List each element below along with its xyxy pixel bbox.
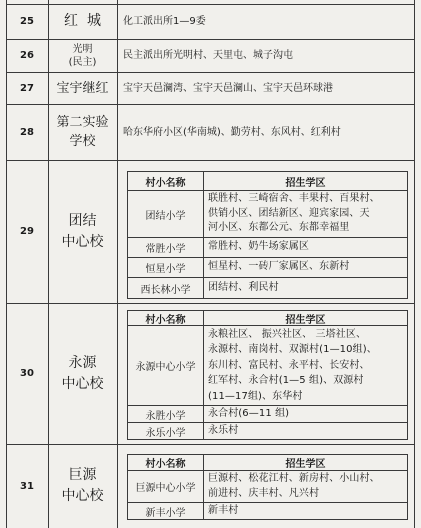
village-area: 常胜村、奶牛场家属区 [208,241,309,253]
district-area: 哈东华府小区(华南城)、勤劳村、东风村、红利村 [123,126,341,138]
school-name-line2: (民主) [68,56,97,68]
school-name [48,39,117,72]
village-area: 永合村(6—11 组) [208,407,290,419]
village-school: 永胜小学 [145,410,186,422]
row-number: 31 [20,480,34,492]
area-line: 河小区、东都公元、东都幸福里 [208,222,350,234]
table-border-right [414,0,415,528]
area-line: 永粮社区、 振兴社区、 三塔社区、 [208,328,367,340]
school-name: 红 城 [64,13,101,29]
school-name-line1: 永源 [68,354,97,371]
area-line: 供销小区、团结新区、迎宾家园、天 [208,207,370,219]
area-line: (11—17组)、东华村 [208,390,303,402]
row-number: 30 [20,368,34,379]
village-area: 永乐村 [208,424,239,436]
village-area [204,471,407,502]
school-name [48,444,117,528]
school-name-line1: 光明 [72,43,93,55]
area-line: 前进村、庆丰村、凡兴村 [208,487,320,499]
village-area: 新丰村 [208,504,239,516]
school-name-line2: 学校 [69,134,96,149]
village-area: 团结村、利民村 [208,281,279,293]
school-name-line2: 中心校 [61,233,104,250]
district-area: 民主派出所光明村、天里屯、城子沟屯 [123,50,293,61]
inner-header-area: 招生学区 [285,314,326,326]
village-school: 恒星小学 [145,264,186,275]
row-number: 29 [20,226,34,237]
inner-border [127,439,408,440]
row-number: 28 [20,126,34,138]
school-name-line2: 中心校 [61,488,104,504]
inner-header-area: 招生学区 [285,177,326,189]
row-number: 26 [20,50,34,61]
inner-border [407,310,408,440]
village-school: 巨源中心小学 [135,483,196,494]
village-school: 常胜小学 [145,244,186,255]
village-area: 恒星村、一砖厂家属区、东新村 [208,261,350,273]
inner-header-village: 村小名称 [145,459,186,470]
area-line: 东川村、富民村、永平村、长安村、 [208,359,370,371]
inner-border [127,298,408,299]
village-school: 团结小学 [145,210,186,222]
inner-header-village: 村小名称 [145,177,186,189]
village-school: 永乐小学 [145,427,186,439]
village-area [204,191,407,237]
village-school: 永源中心小学 [135,362,196,373]
inner-border [127,519,408,520]
school-name-line1: 巨源 [68,467,97,483]
village-school: 西长林小学 [140,284,191,296]
district-area: 化工派出所1—9委 [123,16,206,27]
area-line: 红军村、永合村(1—5 组)、双源村 [208,375,364,387]
area-line: 永源村、南岗村、双源村(1—10组)、 [208,344,377,356]
school-name: 宝宇继红 [56,80,109,96]
school-name [48,160,117,303]
village-area [204,326,407,405]
school-name [48,104,117,160]
row-number: 25 [20,16,34,27]
school-name-line2: 中心校 [61,375,104,392]
area-line: 联胜村、三崎宿舍、丰果村、百果村、 [208,193,380,205]
district-area: 宝宇天邑澜湾、宝宇天邑澜山、宝宇天邑环球港 [123,82,333,94]
school-name-line1: 第二实验 [56,115,109,130]
village-school: 新丰小学 [145,507,186,519]
school-name [48,303,117,444]
inner-border [407,454,408,520]
area-line: 巨源村、松花江村、新房村、小山村、 [208,473,380,484]
school-name-line1: 团结 [68,212,97,229]
inner-header-area: 招生学区 [285,459,326,470]
inner-header-village: 村小名称 [145,314,186,326]
row-number: 27 [20,82,34,94]
